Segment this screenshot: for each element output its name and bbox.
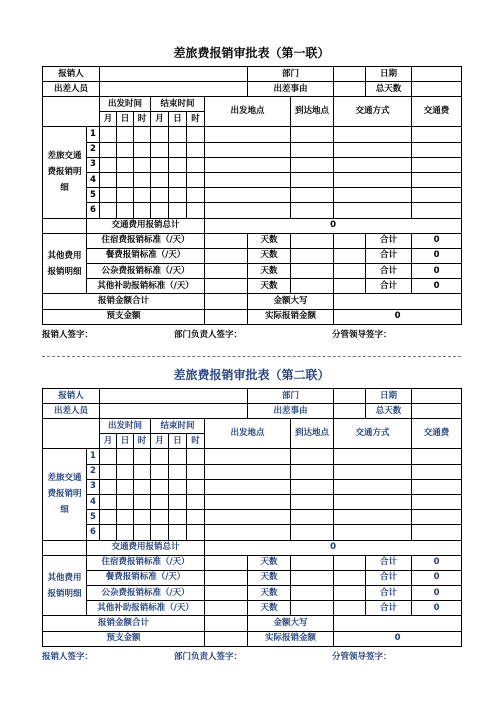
reason-label: 出差事由	[248, 82, 334, 97]
blank-cell[interactable]	[334, 279, 366, 294]
row-number: 3	[87, 157, 100, 172]
transport-total-value: 0	[205, 540, 462, 555]
row-number: 4	[87, 172, 100, 187]
subtotal-label: 合计	[366, 248, 412, 263]
transport-mode-cell[interactable]	[334, 525, 412, 540]
time-cell[interactable]	[117, 127, 134, 142]
dept-label: 部门	[248, 389, 334, 404]
depart-time-header: 出发时间	[100, 97, 151, 112]
days-field[interactable]	[291, 248, 334, 263]
time-cell[interactable]	[134, 157, 151, 172]
depart-place-cell[interactable]	[205, 479, 291, 494]
subtotal-label: 合计	[366, 586, 412, 601]
depart-place-cell[interactable]	[205, 172, 291, 187]
traveler-field[interactable]	[100, 404, 248, 419]
actual-amount-label: 实际报销金额	[248, 631, 334, 646]
hour-header: 时	[134, 434, 151, 449]
time-cell[interactable]	[169, 525, 187, 540]
subtotal-value: 0	[412, 233, 462, 248]
standard-field[interactable]	[205, 279, 248, 294]
transport-total-label: 交通费用报销总计	[87, 218, 205, 233]
transport-fee-cell[interactable]	[412, 142, 462, 157]
depart-place-cell[interactable]	[205, 157, 291, 172]
arrive-place-header: 到达地点	[291, 419, 334, 449]
other-expense-row	[43, 601, 462, 616]
travel-row	[43, 464, 462, 479]
time-cell[interactable]	[117, 494, 134, 509]
time-cell[interactable]	[169, 142, 187, 157]
time-cell[interactable]	[117, 479, 134, 494]
time-cell[interactable]	[151, 188, 169, 203]
subtotal-value: 0	[412, 555, 462, 570]
time-cell[interactable]	[187, 203, 205, 218]
other-expense-row	[43, 248, 462, 263]
amount-total-label: 报销金额合计	[43, 616, 205, 631]
time-cell[interactable]	[134, 525, 151, 540]
days-label: 天数	[248, 601, 291, 616]
time-cell[interactable]	[100, 142, 117, 157]
transport-fee-cell[interactable]	[412, 494, 462, 509]
dept-field[interactable]	[334, 389, 366, 404]
advance-field[interactable]	[205, 631, 248, 646]
standard-field[interactable]	[205, 555, 248, 570]
time-cell[interactable]	[134, 494, 151, 509]
arrive-place-cell[interactable]	[291, 203, 334, 218]
time-cell[interactable]	[134, 464, 151, 479]
transport-fee-cell[interactable]	[412, 203, 462, 218]
time-cell[interactable]	[117, 510, 134, 525]
subtotal-value: 0	[412, 570, 462, 585]
row-number: 2	[87, 464, 100, 479]
dashed-divider	[42, 356, 461, 357]
end-time-header: 结束时间	[151, 97, 205, 112]
time-cell[interactable]	[100, 157, 117, 172]
subtotal-value: 0	[412, 264, 462, 279]
expense-standard-label: 餐费报销标准（/天）	[87, 248, 205, 263]
form-title: 差旅费报销审批表（第一联）	[173, 46, 330, 60]
transport-fee-cell[interactable]	[412, 188, 462, 203]
hour-header: 时	[187, 434, 205, 449]
transport-mode-cell[interactable]	[334, 510, 412, 525]
row-number: 6	[87, 525, 100, 540]
travel-row	[43, 127, 462, 142]
total-days-field[interactable]	[412, 404, 462, 419]
travel-detail-side-label: 差旅交通费报销明细	[43, 449, 87, 540]
time-cell[interactable]	[169, 203, 187, 218]
depart-place-cell[interactable]	[205, 494, 291, 509]
transport-mode-cell[interactable]	[334, 203, 412, 218]
expense-standard-label: 住宿费报销标准（/天）	[87, 555, 205, 570]
time-cell[interactable]	[134, 142, 151, 157]
travel-row	[43, 172, 462, 187]
amount-caps-field[interactable]	[334, 294, 462, 309]
blank-cell[interactable]	[43, 218, 87, 233]
leader-signature-label: 分管领导签字：	[332, 330, 392, 340]
arrive-place-cell[interactable]	[291, 479, 334, 494]
time-cell[interactable]	[151, 142, 169, 157]
reason-field[interactable]	[334, 404, 366, 419]
time-cell[interactable]	[100, 510, 117, 525]
time-cell[interactable]	[134, 449, 151, 464]
time-cell[interactable]	[100, 494, 117, 509]
depart-place-cell[interactable]	[205, 525, 291, 540]
date-label: 日期	[366, 67, 412, 82]
other-expense-row	[43, 233, 462, 248]
applicant-field[interactable]	[100, 67, 248, 82]
time-cell[interactable]	[100, 464, 117, 479]
time-cell[interactable]	[134, 172, 151, 187]
subtotal-value: 0	[412, 279, 462, 294]
other-expense-row	[43, 555, 462, 570]
expense-standard-label: 餐费报销标准（/天）	[87, 570, 205, 585]
arrive-place-cell[interactable]	[291, 464, 334, 479]
time-cell[interactable]	[134, 127, 151, 142]
time-cell[interactable]	[100, 127, 117, 142]
month-header: 月	[151, 434, 169, 449]
travel-row	[43, 479, 462, 494]
time-cell[interactable]	[134, 510, 151, 525]
time-cell[interactable]	[187, 142, 205, 157]
time-cell[interactable]	[100, 479, 117, 494]
travel-row	[43, 203, 462, 218]
dept-field[interactable]	[334, 67, 366, 82]
form-first-copy	[42, 46, 461, 340]
time-cell[interactable]	[117, 172, 134, 187]
time-cell[interactable]	[100, 449, 117, 464]
transport-fee-cell[interactable]	[412, 127, 462, 142]
time-cell[interactable]	[117, 142, 134, 157]
days-label: 天数	[248, 264, 291, 279]
time-cell[interactable]	[169, 157, 187, 172]
transport-total-label: 交通费用报销总计	[87, 540, 205, 555]
arrive-place-cell[interactable]	[291, 157, 334, 172]
time-cell[interactable]	[117, 188, 134, 203]
depart-place-cell[interactable]	[205, 449, 291, 464]
time-cell[interactable]	[117, 449, 134, 464]
other-expense-row	[43, 279, 462, 294]
header-blank[interactable]	[43, 97, 100, 127]
time-cell[interactable]	[169, 510, 187, 525]
reimbursement-table	[42, 388, 462, 647]
transport-fee-cell[interactable]	[412, 510, 462, 525]
header-blank[interactable]	[43, 419, 100, 449]
traveler-label: 出差人员	[43, 404, 100, 419]
standard-field[interactable]	[205, 570, 248, 585]
dept-head-signature-label: 部门负责人签字：	[174, 652, 243, 662]
month-header: 月	[151, 112, 169, 127]
amount-caps-label: 金额大写	[248, 294, 334, 309]
transport-mode-cell[interactable]	[334, 157, 412, 172]
dept-head-signature-label: 部门负责人签字：	[174, 330, 243, 340]
time-cell[interactable]	[169, 172, 187, 187]
travel-row	[43, 510, 462, 525]
traveler-field[interactable]	[100, 82, 248, 97]
arrive-place-cell[interactable]	[291, 510, 334, 525]
month-header: 月	[100, 434, 117, 449]
expense-standard-label: 公杂费报销标准（/天）	[87, 586, 205, 601]
reason-field[interactable]	[334, 82, 366, 97]
time-cell[interactable]	[100, 188, 117, 203]
date-label: 日期	[366, 389, 412, 404]
row-number: 5	[87, 188, 100, 203]
row-number: 6	[87, 203, 100, 218]
standard-field[interactable]	[205, 233, 248, 248]
other-expense-row	[43, 264, 462, 279]
total-days-label: 总天数	[366, 82, 412, 97]
transport-mode-cell[interactable]	[334, 142, 412, 157]
time-cell[interactable]	[151, 479, 169, 494]
applicant-label: 报销人	[43, 389, 100, 404]
transport-mode-header: 交通方式	[334, 97, 412, 127]
blank-cell[interactable]	[334, 233, 366, 248]
row-number: 1	[87, 449, 100, 464]
time-cell[interactable]	[100, 172, 117, 187]
arrive-place-cell[interactable]	[291, 142, 334, 157]
days-field[interactable]	[291, 555, 334, 570]
subtotal-label: 合计	[366, 570, 412, 585]
time-cell[interactable]	[169, 127, 187, 142]
transport-mode-cell[interactable]	[334, 172, 412, 187]
advance-field[interactable]	[205, 309, 248, 324]
form-title: 差旅费报销审批表（第二联）	[173, 368, 330, 382]
expense-standard-label: 其他补助报销标准（/天）	[87, 601, 205, 616]
other-detail-side-label: 其他费用报销明细	[43, 555, 87, 616]
time-cell[interactable]	[134, 479, 151, 494]
time-cell[interactable]	[100, 525, 117, 540]
depart-place-cell[interactable]	[205, 142, 291, 157]
time-cell[interactable]	[134, 203, 151, 218]
advance-label: 预支金额	[43, 309, 205, 324]
travel-detail-side-label: 差旅交通费报销明细	[43, 127, 87, 218]
days-field[interactable]	[291, 601, 334, 616]
transport-mode-header: 交通方式	[334, 419, 412, 449]
time-cell[interactable]	[169, 494, 187, 509]
standard-field[interactable]	[205, 264, 248, 279]
days-label: 天数	[248, 586, 291, 601]
travel-row	[43, 525, 462, 540]
depart-place-cell[interactable]	[205, 510, 291, 525]
time-cell[interactable]	[169, 479, 187, 494]
days-label: 天数	[248, 233, 291, 248]
expense-standard-label: 公杂费报销标准（/天）	[87, 264, 205, 279]
form-second-copy	[42, 368, 461, 662]
blank-cell[interactable]	[334, 586, 366, 601]
time-cell[interactable]	[134, 188, 151, 203]
transport-fee-cell[interactable]	[412, 479, 462, 494]
arrive-place-header: 到达地点	[291, 97, 334, 127]
time-cell[interactable]	[151, 494, 169, 509]
time-cell[interactable]	[187, 127, 205, 142]
row-number: 5	[87, 510, 100, 525]
time-cell[interactable]	[187, 510, 205, 525]
amount-caps-field[interactable]	[334, 616, 462, 631]
transport-mode-cell[interactable]	[334, 188, 412, 203]
depart-time-header: 出发时间	[100, 419, 151, 434]
row-number: 2	[87, 142, 100, 157]
other-expense-row	[43, 570, 462, 585]
arrive-place-cell[interactable]	[291, 525, 334, 540]
time-cell[interactable]	[187, 449, 205, 464]
time-cell[interactable]	[187, 494, 205, 509]
hour-header: 时	[134, 112, 151, 127]
subtotal-value: 0	[412, 601, 462, 616]
travel-row	[43, 157, 462, 172]
days-field[interactable]	[291, 233, 334, 248]
month-header: 月	[100, 112, 117, 127]
hour-header: 时	[187, 112, 205, 127]
standard-field[interactable]	[205, 586, 248, 601]
total-days-field[interactable]	[412, 82, 462, 97]
transport-fee-header: 交通费	[412, 419, 462, 449]
subtotal-label: 合计	[366, 264, 412, 279]
days-field[interactable]	[291, 570, 334, 585]
time-cell[interactable]	[151, 157, 169, 172]
time-cell[interactable]	[187, 188, 205, 203]
end-time-header: 结束时间	[151, 419, 205, 434]
transport-fee-cell[interactable]	[412, 449, 462, 464]
date-field[interactable]	[412, 67, 462, 82]
time-cell[interactable]	[151, 525, 169, 540]
depart-place-header: 出发地点	[205, 97, 291, 127]
transport-fee-cell[interactable]	[412, 525, 462, 540]
subtotal-label: 合计	[366, 233, 412, 248]
time-cell[interactable]	[187, 464, 205, 479]
time-cell[interactable]	[169, 449, 187, 464]
day-header: 日	[117, 434, 134, 449]
time-cell[interactable]	[117, 525, 134, 540]
blank-cell[interactable]	[334, 555, 366, 570]
actual-amount-value: 0	[334, 309, 462, 324]
depart-place-header: 出发地点	[205, 419, 291, 449]
dept-label: 部门	[248, 67, 334, 82]
time-cell[interactable]	[187, 157, 205, 172]
time-cell[interactable]	[151, 127, 169, 142]
travel-row	[43, 188, 462, 203]
depart-place-cell[interactable]	[205, 203, 291, 218]
arrive-place-cell[interactable]	[291, 172, 334, 187]
day-header: 日	[169, 434, 187, 449]
days-label: 天数	[248, 555, 291, 570]
reimbursement-table	[42, 66, 462, 325]
expense-standard-label: 住宿费报销标准（/天）	[87, 233, 205, 248]
time-cell[interactable]	[187, 525, 205, 540]
depart-place-cell[interactable]	[205, 188, 291, 203]
standard-field[interactable]	[205, 248, 248, 263]
days-label: 天数	[248, 570, 291, 585]
leader-signature-label: 分管领导签字：	[332, 652, 392, 662]
amount-total-field[interactable]	[205, 294, 248, 309]
reason-label: 出差事由	[248, 404, 334, 419]
transport-mode-cell[interactable]	[334, 494, 412, 509]
amount-total-field[interactable]	[205, 616, 248, 631]
time-cell[interactable]	[117, 203, 134, 218]
time-cell[interactable]	[151, 172, 169, 187]
day-header: 日	[117, 112, 134, 127]
arrive-place-cell[interactable]	[291, 127, 334, 142]
time-cell[interactable]	[151, 449, 169, 464]
transport-total-value: 0	[205, 218, 462, 233]
blank-cell[interactable]	[43, 540, 87, 555]
subtotal-label: 合计	[366, 601, 412, 616]
row-number: 4	[87, 494, 100, 509]
time-cell[interactable]	[187, 479, 205, 494]
depart-place-cell[interactable]	[205, 127, 291, 142]
other-detail-side-label: 其他费用报销明细	[43, 233, 87, 294]
time-cell[interactable]	[151, 203, 169, 218]
subtotal-label: 合计	[366, 279, 412, 294]
transport-mode-cell[interactable]	[334, 449, 412, 464]
travel-row	[43, 494, 462, 509]
expense-standard-label: 其他补助报销标准（/天）	[87, 279, 205, 294]
date-field[interactable]	[412, 389, 462, 404]
applicant-signature-label: 报销人签字：	[42, 330, 94, 340]
traveler-label: 出差人员	[43, 82, 100, 97]
actual-amount-label: 实际报销金额	[248, 309, 334, 324]
blank-cell[interactable]	[334, 264, 366, 279]
time-cell[interactable]	[151, 464, 169, 479]
transport-fee-cell[interactable]	[412, 172, 462, 187]
time-cell[interactable]	[117, 157, 134, 172]
days-label: 天数	[248, 248, 291, 263]
depart-place-cell[interactable]	[205, 464, 291, 479]
blank-cell[interactable]	[334, 601, 366, 616]
time-cell[interactable]	[169, 464, 187, 479]
time-cell[interactable]	[100, 203, 117, 218]
standard-field[interactable]	[205, 601, 248, 616]
subtotal-value: 0	[412, 586, 462, 601]
time-cell[interactable]	[187, 172, 205, 187]
total-days-label: 总天数	[366, 404, 412, 419]
transport-fee-cell[interactable]	[412, 464, 462, 479]
arrive-place-cell[interactable]	[291, 449, 334, 464]
days-field[interactable]	[291, 279, 334, 294]
time-cell[interactable]	[151, 510, 169, 525]
subtotal-label: 合计	[366, 555, 412, 570]
transport-fee-header: 交通费	[412, 97, 462, 127]
days-field[interactable]	[291, 264, 334, 279]
transport-mode-cell[interactable]	[334, 479, 412, 494]
days-label: 天数	[248, 279, 291, 294]
transport-mode-cell[interactable]	[334, 127, 412, 142]
applicant-label: 报销人	[43, 67, 100, 82]
applicant-field[interactable]	[100, 389, 248, 404]
transport-fee-cell[interactable]	[412, 157, 462, 172]
advance-label: 预支金额	[43, 631, 205, 646]
travel-row	[43, 142, 462, 157]
blank-cell[interactable]	[334, 248, 366, 263]
actual-amount-value: 0	[334, 631, 462, 646]
transport-mode-cell[interactable]	[334, 464, 412, 479]
arrive-place-cell[interactable]	[291, 188, 334, 203]
other-expense-row	[43, 586, 462, 601]
days-field[interactable]	[291, 586, 334, 601]
subtotal-value: 0	[412, 248, 462, 263]
amount-total-label: 报销金额合计	[43, 294, 205, 309]
day-header: 日	[169, 112, 187, 127]
time-cell[interactable]	[169, 188, 187, 203]
blank-cell[interactable]	[334, 570, 366, 585]
arrive-place-cell[interactable]	[291, 494, 334, 509]
time-cell[interactable]	[117, 464, 134, 479]
applicant-signature-label: 报销人签字：	[42, 652, 94, 662]
row-number: 1	[87, 127, 100, 142]
amount-caps-label: 金额大写	[248, 616, 334, 631]
row-number: 3	[87, 479, 100, 494]
travel-row	[43, 449, 462, 464]
